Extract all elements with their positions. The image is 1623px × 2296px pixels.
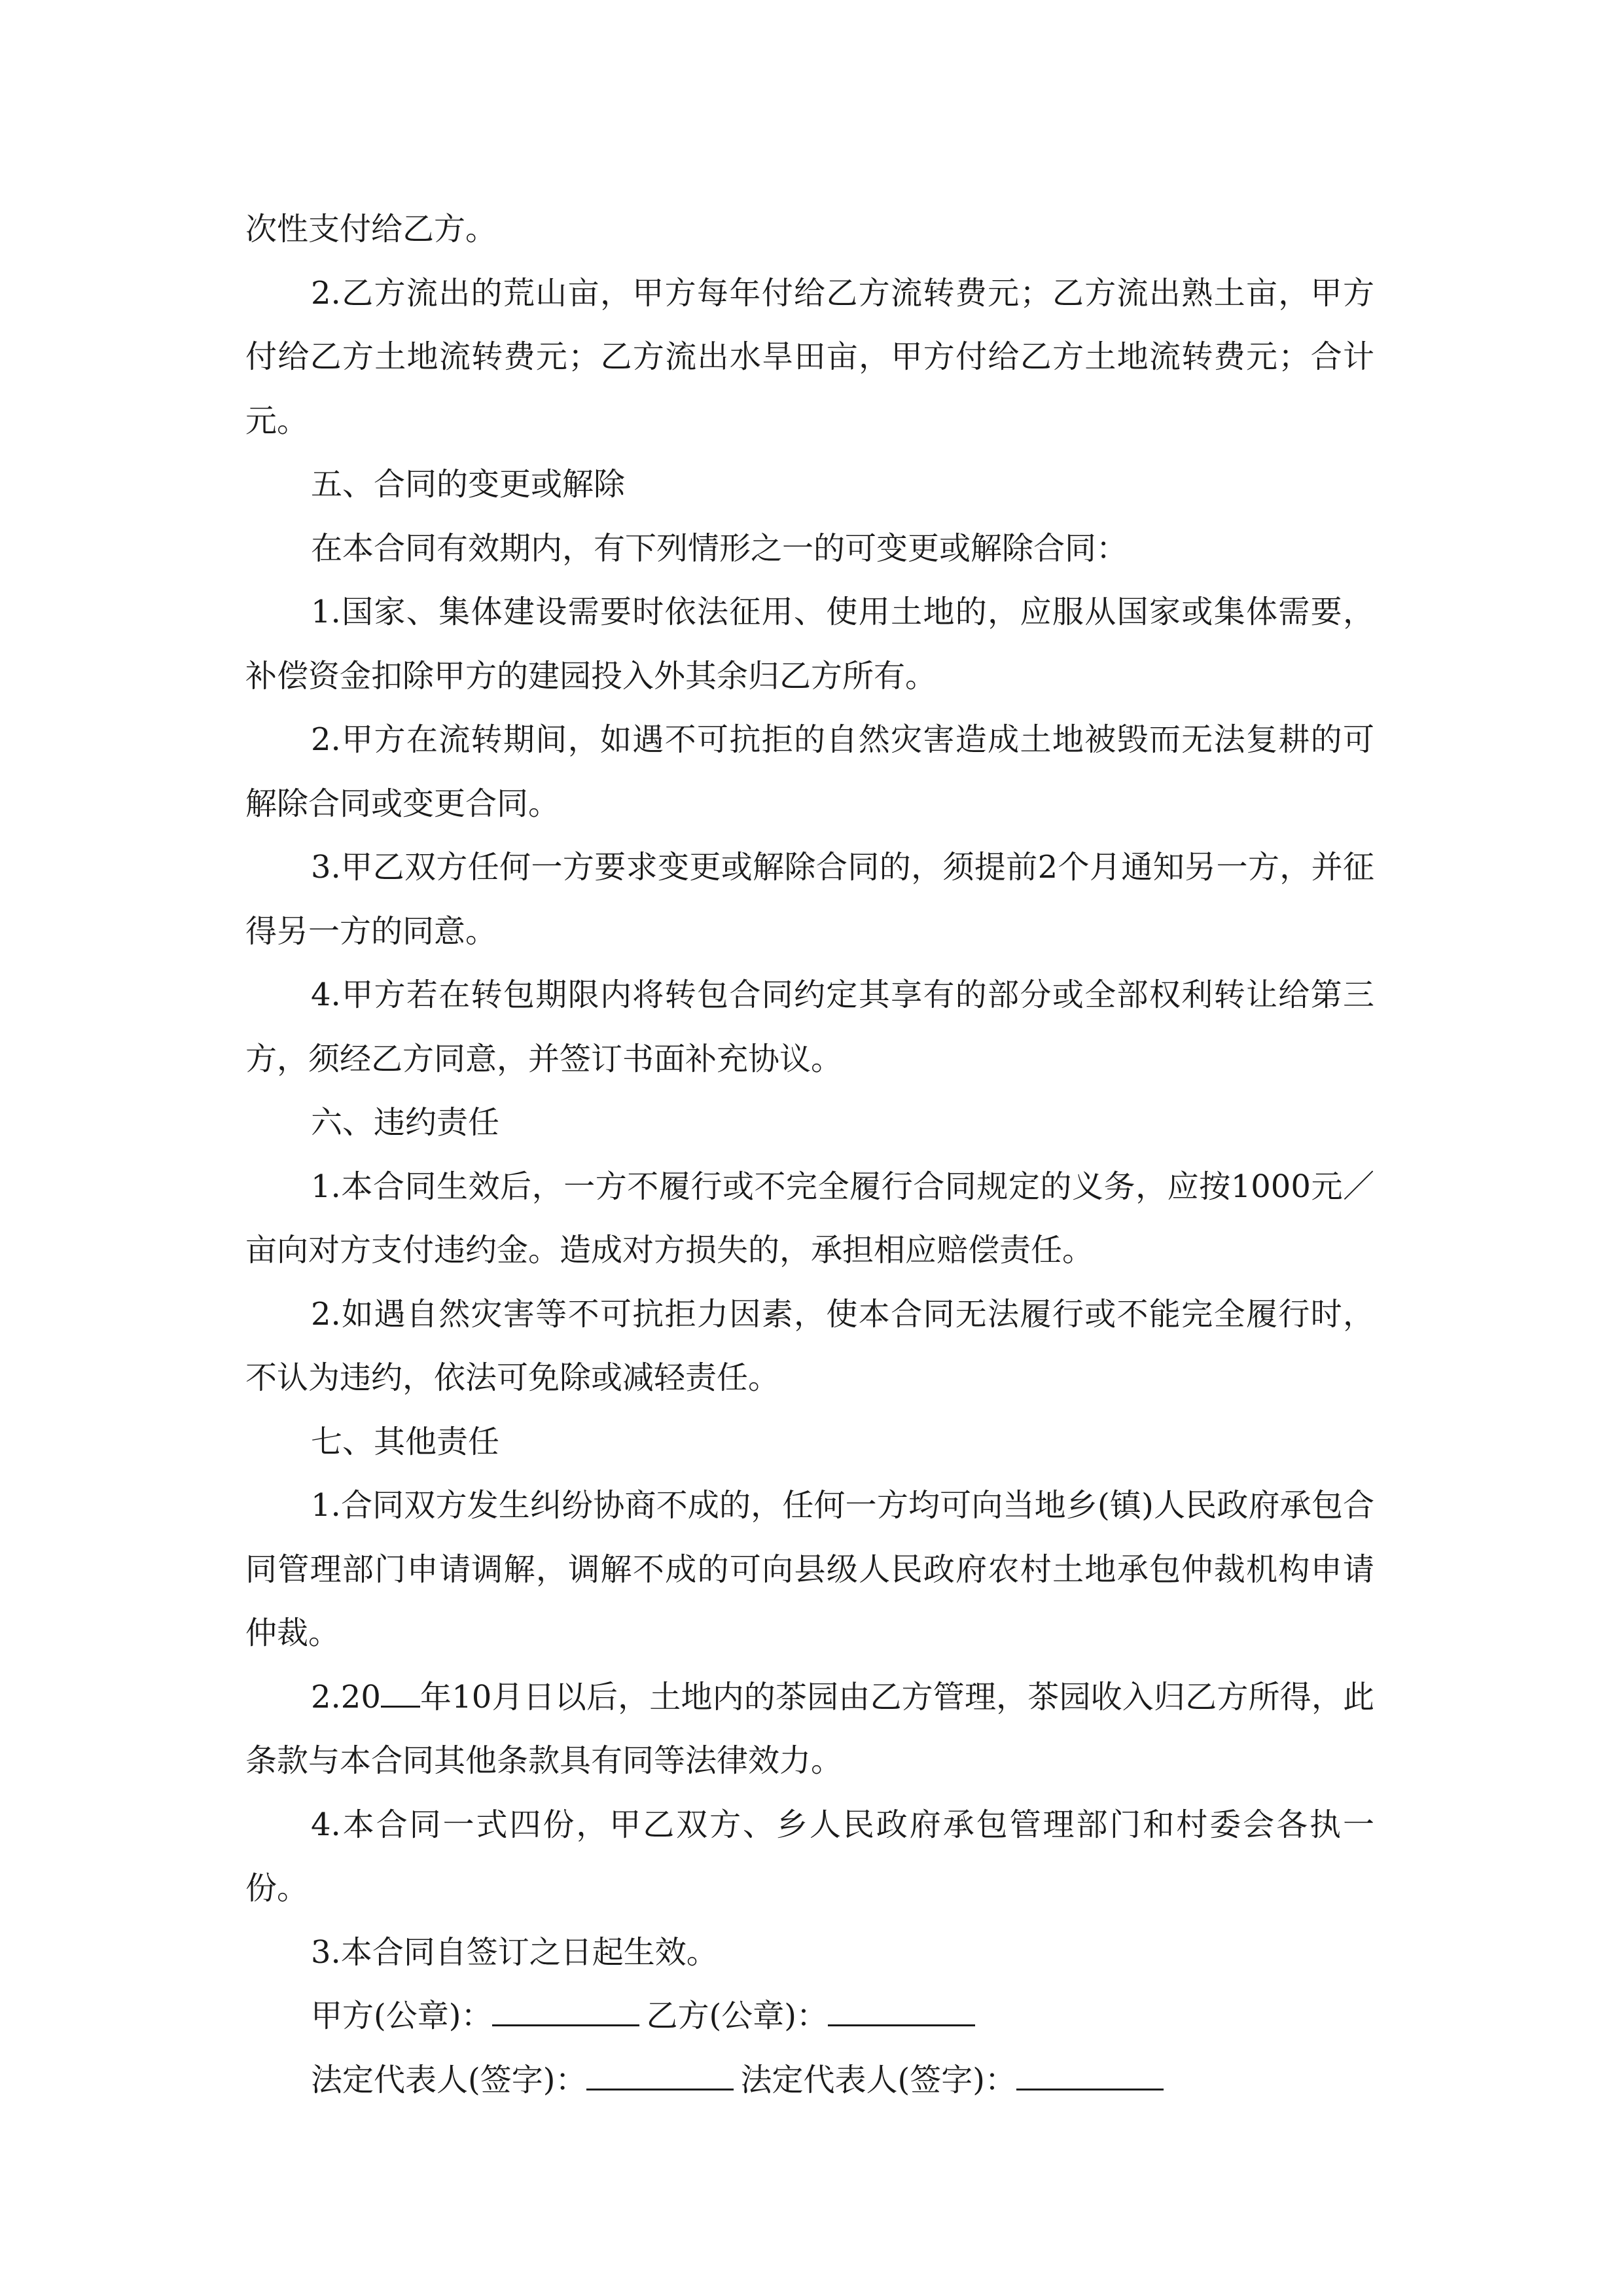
paragraph: 1.国家、集体建设需要时依法征用、使用土地的，应服从国家或集体需要，补偿资金扣除甲方的建园投入外其余归乙方所有。 xyxy=(245,594,1374,694)
contract-body xyxy=(245,198,1374,2112)
paragraph: 3.甲乙双方任何一方要求变更或解除合同的，须提前2个月通知另一方，并征得另一方的同意。 xyxy=(245,849,1374,950)
paragraph: 4.本合同一式四份，甲乙双方、乡人民政府承包管理部门和村委会各执一份。 xyxy=(245,1806,1374,1907)
section-heading: 七、其他责任 xyxy=(311,1423,500,1460)
paragraph: 2.甲方在流转期间，如遇不可抗拒的自然灾害造成土地被毁而无法复耕的可解除合同或变更合同。 xyxy=(245,721,1374,822)
paragraph: 次性支付给乙方。 xyxy=(245,211,497,247)
section-heading: 五、合同的变更或解除 xyxy=(311,466,626,503)
party-b-seal-label: 乙方(公章)： xyxy=(646,1998,828,2034)
year-blank xyxy=(381,1679,420,1708)
paragraph: 1.本合同生效后，一方不履行或不完全履行合同规定的义务，应按1000元／亩向对方支付违约金。造成对方损失的，承担相应赔偿责任。 xyxy=(245,1168,1374,1268)
party-a-seal-blank xyxy=(492,1998,639,2026)
paragraph: 4.甲方若在转包期限内将转包合同约定其享有的部分或全部权利转让给第三方，须经乙方同意，并签订书面补充协议。 xyxy=(245,977,1374,1077)
clause-suffix: 年10月日以后，土地内的茶园由乙方管理，茶园收入归乙方所得，此条款与本合同其他条款具有同等法律效力。 xyxy=(245,1678,1374,1779)
party-a-seal-label: 甲方(公章)： xyxy=(311,1998,493,2034)
signature-line xyxy=(245,2049,1374,2113)
party-b-rep-blank xyxy=(1016,2062,1164,2090)
clause-prefix: 2.20 xyxy=(311,1678,381,1715)
party-b-rep-label: 法定代表人(签字)： xyxy=(740,2061,1016,2098)
party-a-rep-label: 法定代表人(签字)： xyxy=(311,2061,587,2098)
party-b-seal-blank xyxy=(828,1998,975,2026)
paragraph-tea-clause xyxy=(245,1666,1374,1793)
paragraph: 在本合同有效期内，有下列情形之一的可变更或解除合同： xyxy=(311,529,1128,567)
paragraph: 3.本合同自签订之日起生效。 xyxy=(311,1933,718,1971)
party-a-rep-blank xyxy=(586,2062,734,2090)
paragraph: 2.乙方流出的荒山亩，甲方每年付给乙方流转费元；乙方流出熟土亩，甲方付给乙方土地流转费元；乙方流出水旱田亩，甲方付给乙方土地流转费元；合计元。 xyxy=(245,274,1374,439)
section-heading: 六、违约责任 xyxy=(311,1104,500,1141)
paragraph: 1.合同双方发生纠纷协商不成的，任何一方均可向当地乡(镇)人民政府承包合同管理部门申请调解，调解不成的可向县级人民政府农村土地承包仲裁机构申请仲裁。 xyxy=(245,1487,1374,1651)
paragraph: 2.如遇自然灾害等不可抗拒力因素，使本合同无法履行或不能完全履行时，不认为违约，依法可免除或减轻责任。 xyxy=(245,1295,1374,1396)
seal-line xyxy=(245,1984,1374,2049)
